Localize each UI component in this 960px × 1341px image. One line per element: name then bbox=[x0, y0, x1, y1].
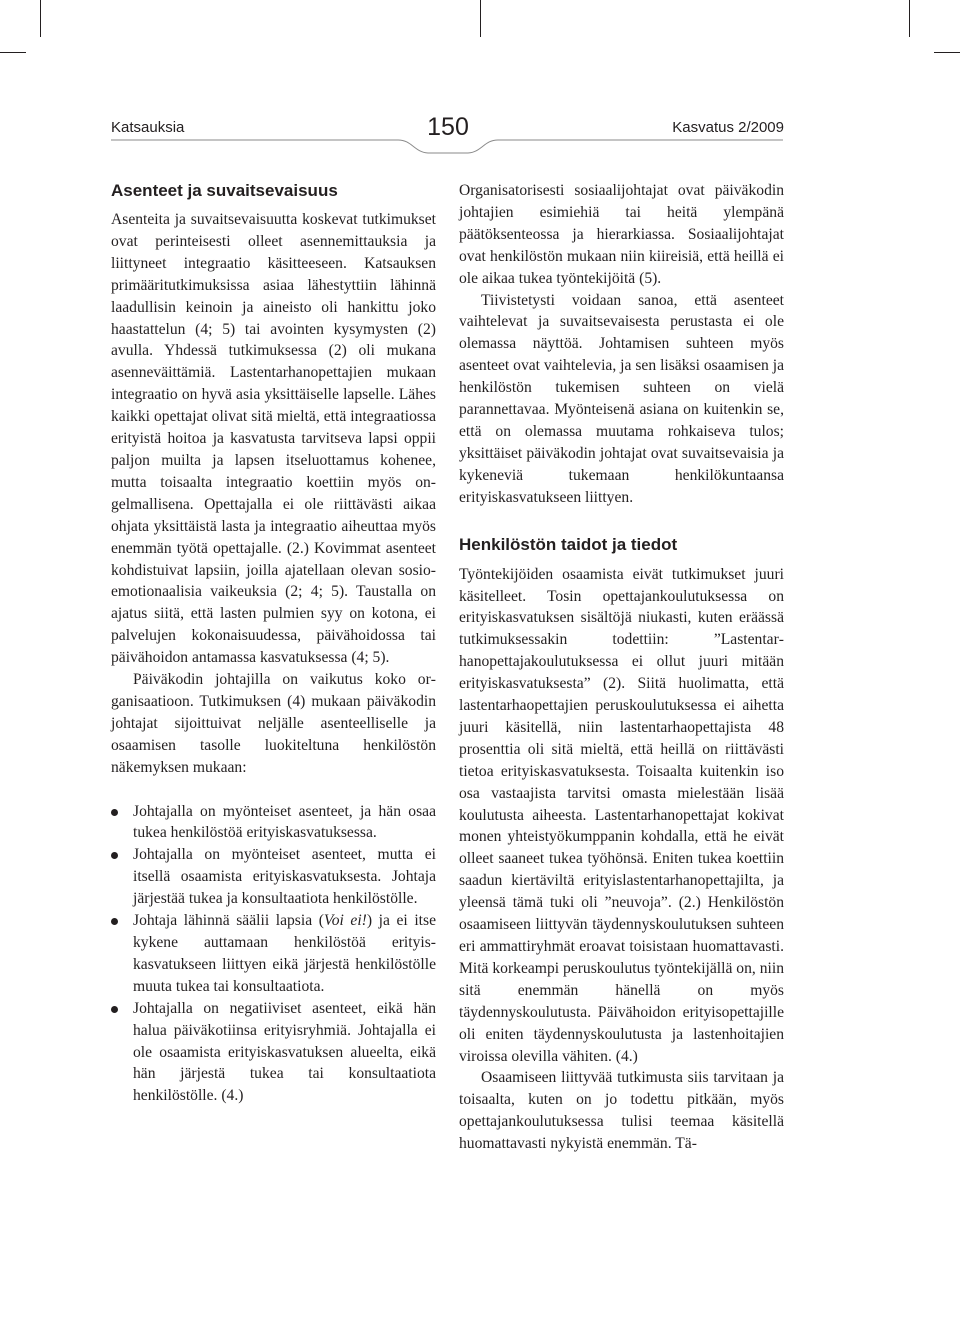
list-item bbox=[111, 801, 436, 845]
list-item-italic: Voi ei! bbox=[323, 912, 367, 930]
section-label: Katsauksia bbox=[111, 119, 185, 136]
header-rule bbox=[0, 0, 960, 160]
left-column bbox=[111, 180, 436, 1107]
body-paragraph: Osaamiseen liittyvää tutkimusta siis tarvitaan ja toisaalta, kuten on jo todettu pitkään, myös opettajankoulutuksessa tulisi teemaa käsitellä huomattavasti nykyistä enemmän. Tä- bbox=[459, 1069, 784, 1153]
bullet-icon bbox=[111, 809, 118, 816]
list-item-text: Johtajalla on negatiiviset asenteet, eikä hän halua päiväkotiinsa erityisryhmiä. Johtajalla ei ole osaamista erityiskasvatuksen alueelta, eikä hän järjestä tukea tai konsultaatiota henkilöstölle. (4.) bbox=[133, 999, 436, 1105]
section-heading: Asenteet ja suvaitsevaisuus bbox=[111, 181, 338, 200]
body-paragraph: Työntekijöiden osaamista eivät tutkimukset juuri käsitelleet. Tosin opettajankoulutuksessa on erityiskasvatuksen sisältöjä niukasti, kuten eräässä tutkimuksessakin todettiin: ”Lastentarhanopettajakoulutuksessa ei ollut juuri mitään erityiskasvatuksesta” (2). Siitä huolimatta, että lastentarhaopettajien peruskoulutuksessa ei aihetta juuri käsitellä, niin lastentarhaopettajista 48 prosenttia oli sitä mieltä, että heillä on riittävästi tietoa erityiskasvatuksesta. Toisaalta kuitenkin iso osa vastaajista tarvitsi omasta mielestään lisää koulutusta aiheesta. Lastentarhanopettajat kokivat monen yhteistyökumppanin kohdalla, että he eivät olleet saaneet tukea työhönsä. Eniten tukea koettiin saadun kiertäviltä erityislastentarhanopettajilta, ja yleensä tämä tuki oli ”neuvoja”. (2.) Henkilöstön osaamiseen liittyvän täydennyskoulutuksen suhteen eri ammattiryhmät eroavat toisistaan huomattavasti. Mitä korkeampi peruskoulutus työntekijällä on, niin sitä enemmän hänellä on myös täydennyskoulutusta. Päivähoidon erityisopettajille oli eniten täydennyskoulutusta ja lastenhoitajien viroissa olevilla vähiten. (4.) bbox=[459, 565, 784, 1065]
list-item-text: Johtaja lähinnä säälii lapsia ( bbox=[133, 912, 324, 930]
list-item-text: Johtajalla on myönteiset asenteet, mutta ei itsellä osaamista erityiskasvatuksesta. Johtaja järjestää tukea ja konsultaatiota henkilöstölle. bbox=[133, 846, 436, 908]
right-column bbox=[459, 180, 784, 1155]
page-number: 150 bbox=[427, 113, 469, 141]
journal-label: Kasvatus 2/2009 bbox=[672, 119, 784, 136]
bullet-icon bbox=[111, 1006, 118, 1013]
body-paragraph: Asenteita ja suvaitsevaisuutta koskevat tutkimukset ovat perinteisesti olleet asennemittauksia ja liittyneet integraatio käsitteeseen. Katsauksen primääritutkimuksissa asiaa lähestyttiin lähinnä laadullisin keinoin ja aineisto oli hankittu joko haastattelun (4; 5) tai avointen kysymysten (2) avulla. Yhdessä tutkimuksessa (2) oli mukana asenneväittämiä. Lastentarhanopettajien mukaan integraatio on hyvä asia yksittäiselle lapselle. Lähes kaikki opettajat olivat sitä mieltä, että integraatiossa erityistä hoitoa ja kasvatusta tarvitseva lapsi oppii paljon muilta ja lapsen itseluottamus kohenee, mutta toisaalta integraatio koettiin myös ongelmallisena. Opettajalla ei ole riittävästi aikaa ohjata yksittäistä lasta ja integraatio aiheuttaa myös enemmän työtä opettajalle. (2.) Kovimmat asenteet kohdistuivat lapsiin, joilla ajatellaan olevan sosio-emotionaalisia vaikeuksia (2; 4; 5). Taustalla on ajatus siitä, että lasten pulmien syy on kotona, ei palvelujen kokonaisuudessa, päivähoidossa tai päivähoidon antamassa kasvatuksessa (4; 5). bbox=[111, 211, 436, 667]
body-paragraph: Tiivistetysti voidaan sanoa, että asenteet vaihtelevat ja suvaitsevaisesta perustasta ei ole olemassa näyttöä. Johtamisen suhteen myös asenteet ovat vaihtelevia, ja sen lisäksi osaamisen ja henkilöstön tukemisen suhteen on vielä parannettavaa. Myönteisenä asiana on kuitenkin se, että on olemassa muutama rohkaiseva tulos; yksittäiset päiväkodin johtajat ovat suvaitsevaisia ja kykeneviä tukemaan henkilökuntaansa erityiskasvatukseen liittyen. bbox=[459, 291, 784, 506]
bullet-list bbox=[111, 801, 436, 1108]
list-item bbox=[111, 844, 436, 910]
list-item-text: Johtajalla on myönteiset asenteet, ja hän osaa tukea henkilöstöä erityiskasvatuksessa. bbox=[133, 802, 436, 842]
bullet-icon bbox=[111, 852, 118, 859]
body-paragraph: Päiväkodin johtajilla on vaikutus koko organisaatioon. Tutkimuksen (4) mukaan päiväkodin johtajat sijoittuivat neljälle asenteelliselle ja osaamisen tasolle luokiteltuna henkilöstön näkemyksen mukaan: bbox=[111, 671, 436, 776]
bullet-icon bbox=[111, 918, 118, 925]
body-paragraph: Organisatorisesti sosiaalijohtajat ovat päiväkodin johtajien esimiehiä tai heitä ylempänä päätöksenteossa ja hierarkiassa. Sosiaalijohtajat ovat henkilöstön mukaan niin kiireisiä, että heillä ei ole aikaa tukea työntekijöitä (5). bbox=[459, 182, 784, 287]
section-heading: Henkilöstön taidot ja tiedot bbox=[459, 534, 678, 554]
list-item-text: ) ja ei itse kykene auttamaan henkilöstöä erityiskasvatukseen liittyen eikä järjestä henkilöstölle muuta tukea tai konsultaatiota. bbox=[133, 912, 436, 995]
list-item bbox=[111, 998, 436, 1108]
list-item bbox=[111, 910, 436, 998]
